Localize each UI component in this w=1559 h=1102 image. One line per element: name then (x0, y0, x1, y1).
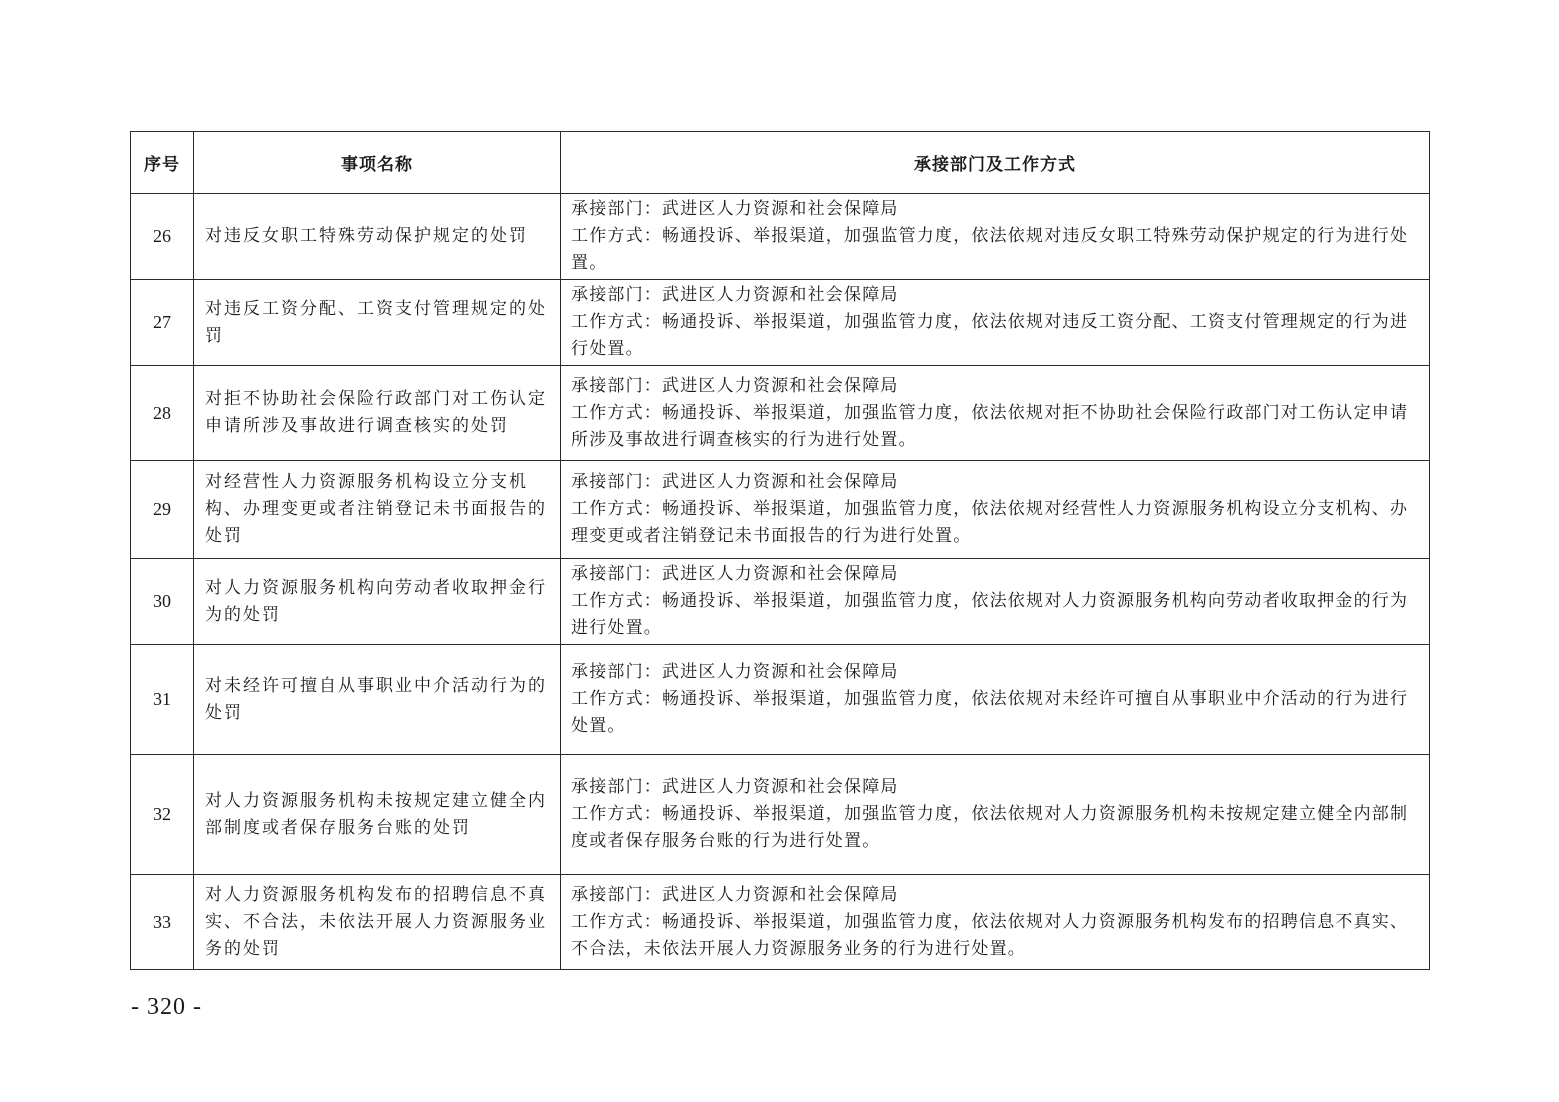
work-method-text: 工作方式：畅通投诉、举报渠道，加强监管力度，依法依规对人力资源服务机构未按规定建立健全内部制度或者保存服务台账的行为进行处置。 (571, 804, 1409, 851)
row-department-method (561, 645, 1430, 755)
row-serial-number: 32 (131, 755, 194, 875)
row-department-method (561, 366, 1430, 461)
header-department-method: 承接部门及工作方式 (561, 132, 1430, 194)
table-row (131, 194, 1430, 280)
department-text: 承接部门：武进区人力资源和社会保障局 (571, 662, 899, 682)
row-item-name: 对人力资源服务机构未按规定建立健全内部制度或者保存服务台账的处罚 (194, 755, 561, 875)
table-row (131, 366, 1430, 461)
table-row (131, 280, 1430, 366)
department-text: 承接部门：武进区人力资源和社会保障局 (571, 777, 899, 797)
row-item-name: 对人力资源服务机构向劳动者收取押金行为的处罚 (194, 559, 561, 645)
row-serial-number: 29 (131, 461, 194, 559)
row-item-name: 对人力资源服务机构发布的招聘信息不真实、不合法，未依法开展人力资源服务业务的处罚 (194, 875, 561, 970)
page-number: - 320 - (131, 994, 202, 1020)
work-method-text: 工作方式：畅通投诉、举报渠道，加强监管力度，依法依规对拒不协助社会保险行政部门对工伤认定申请所涉及事故进行调查核实的行为进行处置。 (571, 402, 1409, 450)
row-department-method (561, 280, 1430, 366)
work-method-text: 工作方式：畅通投诉、举报渠道，加强监管力度，依法依规对违反女职工特殊劳动保护规定的行为进行处置。 (571, 226, 1409, 273)
work-method-text: 工作方式：畅通投诉、举报渠道，加强监管力度，依法依规对经营性人力资源服务机构设立分支机构、办理变更或者注销登记未书面报告的行为进行处置。 (571, 499, 1409, 546)
work-method-text: 工作方式：畅通投诉、举报渠道，加强监管力度，依法依规对未经许可擅自从事职业中介活动的行为进行处置。 (571, 689, 1409, 736)
row-department-method (561, 755, 1430, 875)
row-department-method (561, 461, 1430, 559)
items-table (130, 131, 1430, 970)
table-header-row (131, 132, 1430, 194)
row-serial-number: 27 (131, 280, 194, 366)
row-serial-number: 28 (131, 366, 194, 461)
department-text: 承接部门：武进区人力资源和社会保障局 (571, 472, 899, 492)
work-method-text: 工作方式：畅通投诉、举报渠道，加强监管力度，依法依规对人力资源服务机构向劳动者收取押金的行为进行处置。 (571, 591, 1409, 638)
table-row (131, 875, 1430, 970)
row-serial-number: 30 (131, 559, 194, 645)
row-item-name: 对违反女职工特殊劳动保护规定的处罚 (194, 194, 561, 280)
table-row (131, 645, 1430, 755)
row-item-name: 对违反工资分配、工资支付管理规定的处罚 (194, 280, 561, 366)
row-item-name: 对未经许可擅自从事职业中介活动行为的处罚 (194, 645, 561, 755)
department-text: 承接部门：武进区人力资源和社会保障局 (571, 884, 899, 905)
table-row (131, 461, 1430, 559)
row-serial-number: 33 (131, 875, 194, 970)
table-row (131, 755, 1430, 875)
row-department-method (561, 559, 1430, 645)
header-serial-number: 序号 (131, 132, 194, 194)
row-item-name: 对经营性人力资源服务机构设立分支机构、办理变更或者注销登记未书面报告的处罚 (194, 461, 561, 559)
row-serial-number: 31 (131, 645, 194, 755)
department-text: 承接部门：武进区人力资源和社会保障局 (571, 375, 899, 396)
department-text: 承接部门：武进区人力资源和社会保障局 (571, 564, 899, 584)
row-department-method (561, 194, 1430, 280)
table-row (131, 559, 1430, 645)
department-text: 承接部门：武进区人力资源和社会保障局 (571, 285, 899, 305)
department-text: 承接部门：武进区人力资源和社会保障局 (571, 199, 899, 219)
row-item-name: 对拒不协助社会保险行政部门对工伤认定申请所涉及事故进行调查核实的处罚 (194, 366, 561, 461)
work-method-text: 工作方式：畅通投诉、举报渠道，加强监管力度，依法依规对人力资源服务机构发布的招聘信息不真实、不合法，未依法开展人力资源服务业务的行为进行处置。 (571, 911, 1409, 959)
header-item-name: 事项名称 (194, 132, 561, 194)
work-method-text: 工作方式：畅通投诉、举报渠道，加强监管力度，依法依规对违反工资分配、工资支付管理规定的行为进行处置。 (571, 312, 1409, 359)
row-department-method (561, 875, 1430, 970)
row-serial-number: 26 (131, 194, 194, 280)
